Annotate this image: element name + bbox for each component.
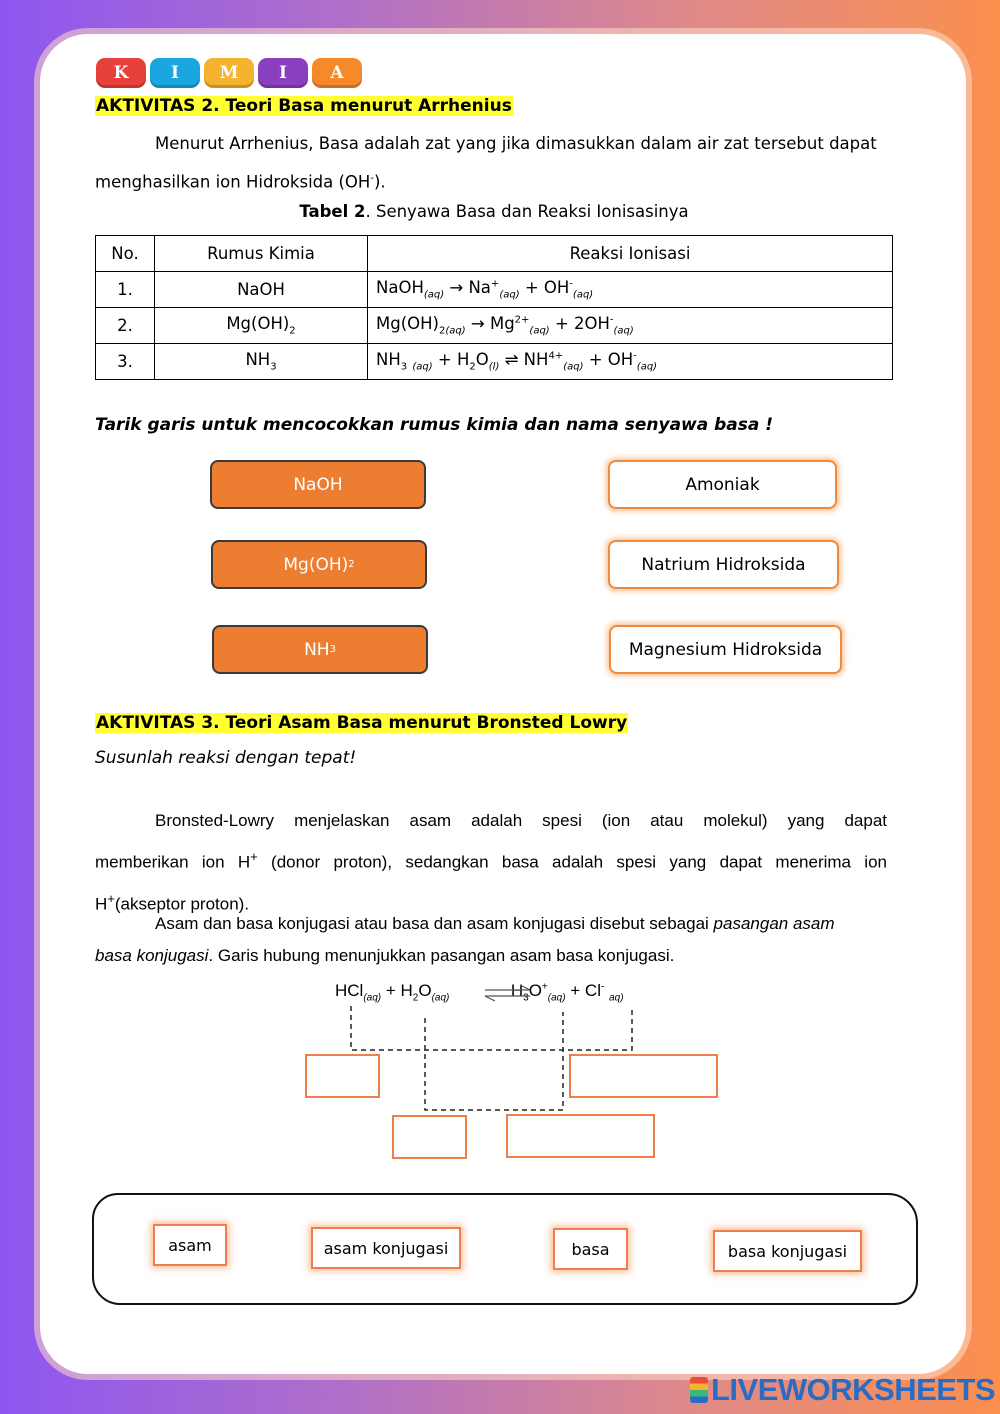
name-label: Natrium Hidroksida [641, 554, 806, 575]
logo-letter: M [204, 58, 254, 88]
activity2-title: AKTIVITAS 2. Teori Basa menurut Arrhenius [96, 96, 512, 116]
chip-label: basa [571, 1239, 610, 1259]
logo-letter: K [96, 58, 146, 88]
p1-text: memberikan ion H [95, 852, 251, 872]
header-reaction: Reaksi Ionisasi [368, 236, 893, 272]
p2-text: . Garis hubung menunjukkan pasangan asam basa konjugasi. [208, 946, 675, 965]
name-label: Magnesium Hidroksida [628, 639, 823, 660]
answer-slot-h2o[interactable] [392, 1115, 467, 1159]
caption-rest: . Senyawa Basa dan Reaksi Ionisasinya [365, 202, 689, 221]
intro-end: ). [373, 172, 386, 192]
logo-letter: A [312, 58, 362, 88]
name-label: Amoniak [685, 474, 760, 495]
formula-base: NH [245, 350, 271, 370]
p2-italic: pasangan asam [713, 914, 835, 933]
header-formula: Rumus Kimia [155, 236, 368, 272]
liveworksheets-watermark [690, 1372, 995, 1408]
chip-asam-konjugasi[interactable] [311, 1227, 461, 1269]
row-reaction: NaOH$_{(aq)}$ → $Na^+_{(aq)} + OH^-_{(aq)}$ [368, 272, 893, 308]
formula-sub: 2 [348, 559, 355, 570]
matching-instruction: Tarik garis untuk mencocokkan rumus kimia dan nama senyawa basa ! [95, 415, 774, 435]
activity3-instruction: Susunlah reaksi dengan tepat! [95, 748, 357, 768]
p1-text: (donor proton), sedangkan basa adalah spesi yang dapat menerima ion [257, 852, 887, 872]
chip-basa[interactable] [553, 1228, 628, 1270]
formula-sub: 2 [289, 325, 296, 337]
answer-slot-h3o[interactable] [569, 1054, 718, 1098]
plus-sup: + [250, 849, 258, 864]
header-no: No. [96, 236, 155, 272]
formula-label: NaOH [293, 474, 343, 495]
watermark-text: LIVEWORKSHEETS [711, 1372, 996, 1407]
plus-sup: + [107, 890, 115, 906]
chip-label: asam [168, 1235, 212, 1255]
formula-sub: 3 [270, 361, 277, 373]
chip-label: asam konjugasi [323, 1238, 449, 1258]
chip-label: basa konjugasi [727, 1241, 848, 1261]
intro-text: menghasilkan ion Hidroksida (OH [95, 172, 371, 192]
answer-slot-hcl[interactable] [305, 1054, 380, 1098]
row-reaction: $NH_3$ $_{(aq)} + H_2O_{(l)}$ ⇌ $NH^{4+}_{(aq)} + OH^-_{(aq)}$ [368, 344, 893, 380]
p1-text: (akseptor proton). [114, 894, 250, 914]
formula-sub: 3 [329, 644, 336, 655]
formula-base: Mg(OH) [226, 314, 290, 334]
formula-label: Mg(OH) [283, 554, 349, 575]
liveworksheets-logo-icon [690, 1377, 708, 1403]
answer-slot-cl[interactable] [506, 1114, 655, 1158]
p1-text: H [95, 894, 108, 914]
chip-basa-konjugasi[interactable] [713, 1230, 862, 1272]
intro-sup: - [370, 173, 374, 184]
intro-line1: Menurut Arrhenius, Basa adalah zat yang jika dimasukkan dalam air zat tersebut dapat [155, 134, 877, 153]
logo-letter: I [150, 58, 200, 88]
reaction-equation: $HCl_{(aq)} + H_2O_{(aq)}$ $H_3O^+_{(aq)} + Cl^-$ $_{aq)}$ [335, 981, 624, 1004]
row-formula: NaOH [155, 272, 368, 308]
activity3-title: AKTIVITAS 3. Teori Asam Basa menurut Bronsted Lowry [96, 713, 628, 733]
p1-line1: Bronsted-Lowry menjelaskan asam adalah spesi (ion atau molekul) yang dapat [155, 811, 887, 830]
logo-letter: I [258, 58, 308, 88]
p2-italic: basa konjugasi [95, 946, 209, 965]
row-reaction: $Mg(OH)_{2(aq)} \to Mg^{2+}_{(aq)} + 2OH^-_{(aq)}$ [368, 308, 893, 344]
equilibrium-arrow-icon [485, 985, 530, 1001]
row-no: 2. [96, 308, 155, 344]
caption-bold: Tabel 2 [299, 202, 366, 221]
row-no: 3. [96, 344, 155, 380]
p2-text: Asam dan basa konjugasi atau basa dan asam konjugasi disebut sebagai [155, 914, 714, 933]
chip-asam[interactable] [153, 1224, 227, 1266]
row-no: 1. [96, 272, 155, 308]
formula-label: NH [304, 639, 330, 660]
